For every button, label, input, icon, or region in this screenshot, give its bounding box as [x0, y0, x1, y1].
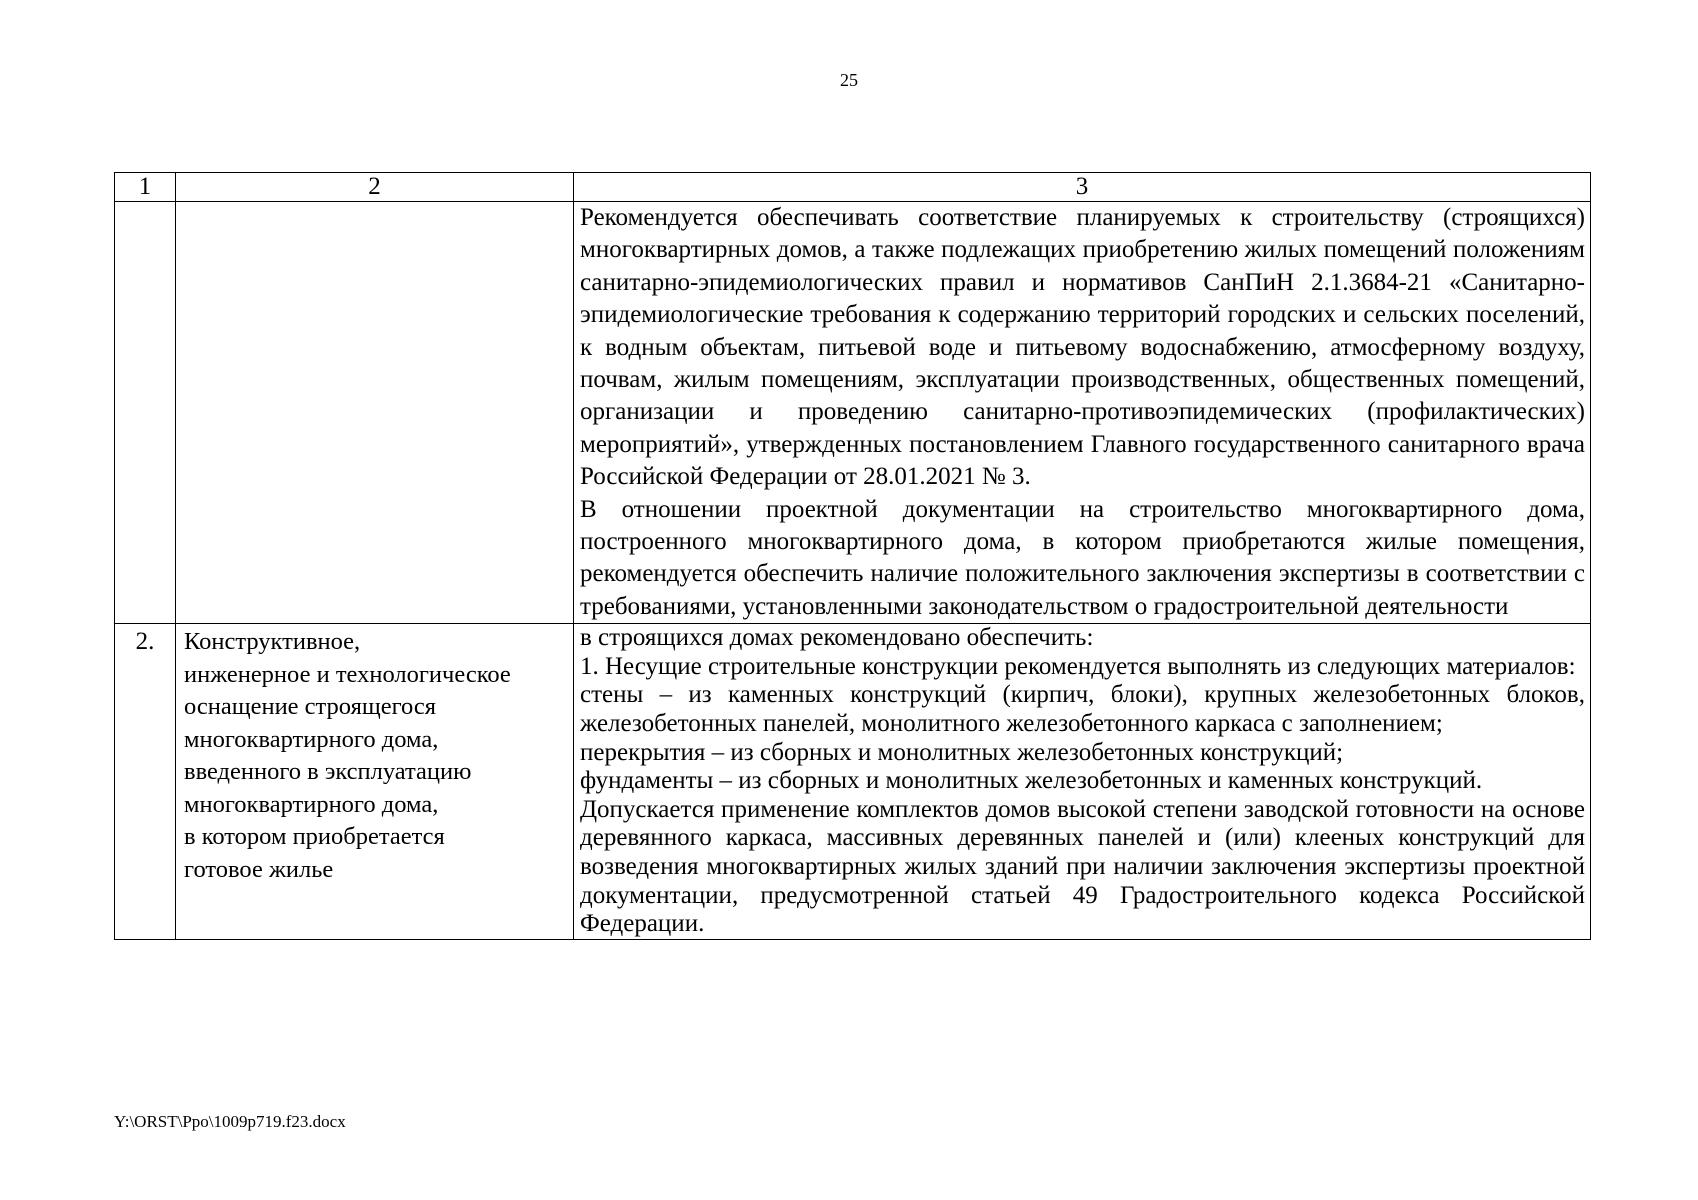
table-header-row [115, 173, 1591, 202]
row-name-cell [176, 624, 574, 940]
name-line: в котором приобретается [184, 823, 445, 851]
text-paragraph: фундаменты – из сборных и монолитных железобетонных и каменных конструкций. [580, 767, 1483, 795]
row-name-cell [176, 202, 574, 624]
name-line: инженерное и технологическое [184, 660, 511, 688]
name-line: оснащение строящегося [184, 693, 437, 721]
name-line: многоквартирного дома, [184, 725, 439, 753]
column-header-1: 1 [115, 173, 176, 202]
text-paragraph: 1. Несущие строительные конструкции рекомендуется выполнять из следующих материалов: [580, 652, 1576, 680]
table-row [115, 202, 1591, 624]
table-row [115, 624, 1591, 940]
row-number-cell: 2. [115, 624, 176, 940]
row-text-cell [574, 202, 1591, 624]
name-line: готовое жилье [184, 855, 334, 883]
name-line: Конструктивное, [184, 628, 361, 656]
row-number-cell [115, 202, 176, 624]
content-table [114, 172, 1591, 940]
text-paragraph: В отношении проектной документации на строительство многоквартирного дома, построенного многоквартирного дома, в котором приобретаются жилые помещения, рекомендуется обеспечить наличие положительного заключения экспертизы в соответствии с требованиями, установленными законодательством о градостроительной деятельности [580, 495, 1585, 620]
text-paragraph: стены – из каменных конструкций (кирпич, блоки), крупных железобетонных блоков, железобетонных панелей, монолитного железобетонного каркаса с заполнением; [580, 681, 1585, 738]
file-path-footer: Y:\ORST\Ppo\1009p719.f23.docx [114, 1112, 346, 1131]
text-paragraph: Допускается применение комплектов домов высокой степени заводской готовности на основе деревянного каркаса, массивных деревянных панелей и (или) клееных конструкций для возведения многоквартирных жилых зданий при наличии заключения экспертизы проектной документации, предусмотренной статьей 49 Градостроительного кодекса Российской Федерации. [580, 795, 1585, 938]
row-text-cell [574, 624, 1591, 940]
name-line: многоквартирного дома, [184, 790, 439, 818]
text-paragraph: перекрытия – из сборных и монолитных железобетонных конструкций; [580, 738, 1344, 766]
text-paragraph: в строящихся домах рекомендовано обеспечить: [580, 624, 1094, 652]
column-header-2: 2 [176, 173, 574, 202]
page-number: 25 [840, 70, 858, 90]
text-paragraph: Рекомендуется обеспечивать соответствие планируемых к строительству (строящихся) многоквартирных домов, а также подлежащих приобретению жилых помещений положениям санитарно-эпидемиологических правил и нормативов СанПиН 2.1.3684-21 «Санитарно-эпидемиологические требования к содержанию территорий городских и сельских поселений, к водным объектам, питьевой воде и питьевому водоснабжению, атмосферному воздуху, почвам, жилым помещениям, эксплуатации производственных, общественных помещений, организации и проведению санитарно-противоэпидемических (профилактических) мероприятий», утвержденных постановлением Главного государственного санитарного врача Российской Федерации от 28.01.2021 № 3. [580, 204, 1585, 491]
column-header-3: 3 [574, 173, 1591, 202]
name-line: введенного в эксплуатацию [184, 758, 472, 786]
